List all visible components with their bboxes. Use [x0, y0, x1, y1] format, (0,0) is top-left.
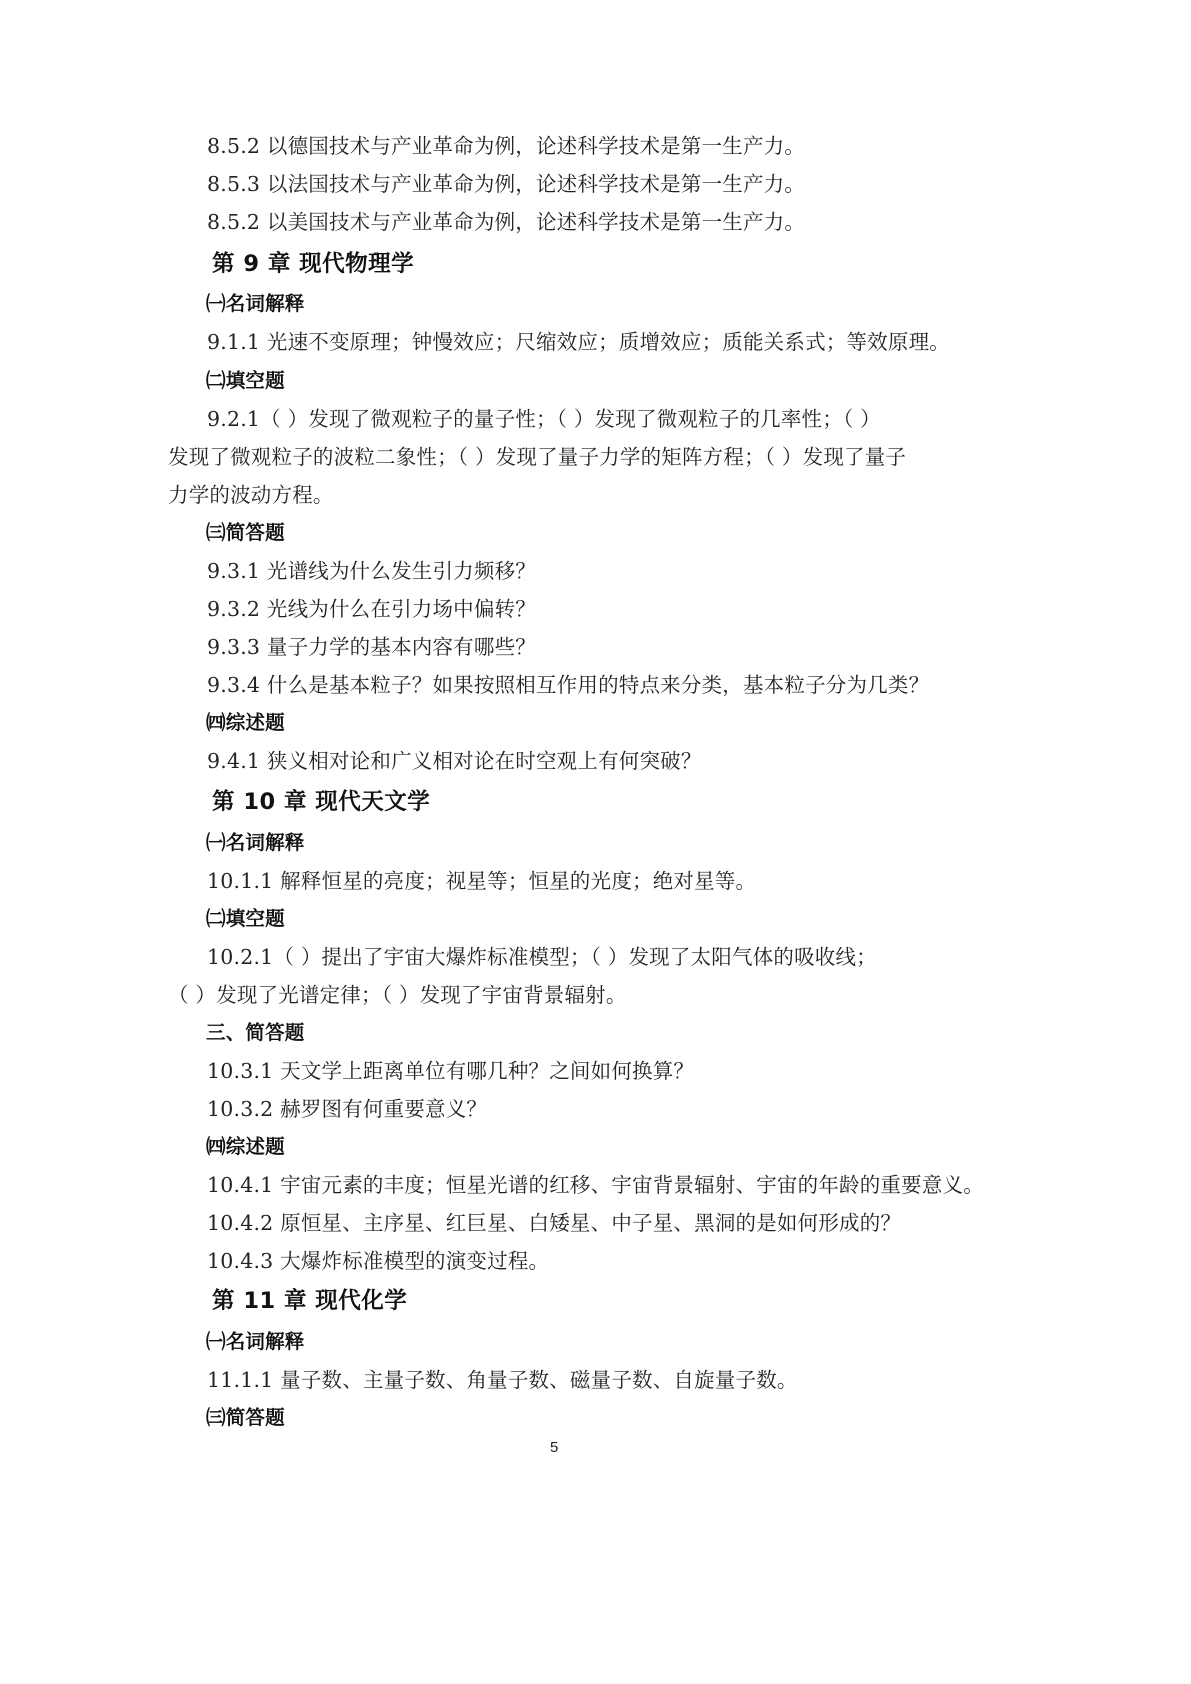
question-9-2-1-line-1: 9.2.1（ ）发现了微观粒子的量子性；（ ）发现了微观粒子的几率性；（ ）	[207, 407, 881, 431]
question-10-3-2: 10.3.2 赫罗图有何重要意义？	[207, 1097, 488, 1121]
section-9-2-heading: ㈡填空题	[206, 369, 285, 392]
question-9-2-1-line-3: 力学的波动方程。	[168, 483, 334, 507]
question-10-4-1: 10.4.1 宇宙元素的丰度；恒星光谱的红移、宇宙背景辐射、宇宙的年龄的重要意义。	[207, 1173, 984, 1197]
chapter-9-heading: 第 9 章 现代物理学	[212, 251, 415, 277]
question-10-2-1-line-2: （ ）发现了光谱定律；（ ）发现了宇宙背景辐射。	[168, 983, 627, 1007]
question-9-1-1: 9.1.1 光速不变原理；钟慢效应；尺缩效应；质增效应；质能关系式；等效原理。	[207, 330, 950, 354]
question-8-5-3-france: 8.5.3 以法国技术与产业革命为例，论述科学技术是第一生产力。	[207, 172, 806, 196]
section-9-1-heading: ㈠名词解释	[206, 292, 305, 315]
question-8-5-2-usa: 8.5.2 以美国技术与产业革命为例，论述科学技术是第一生产力。	[207, 210, 806, 234]
section-11-3-heading: ㈢简答题	[206, 1406, 285, 1429]
section-9-3-heading: ㈢简答题	[206, 521, 285, 544]
question-9-4-1: 9.4.1 狭义相对论和广义相对论在时空观上有何突破？	[207, 749, 702, 773]
question-10-4-3: 10.4.3 大爆炸标准模型的演变过程。	[207, 1249, 550, 1273]
question-11-1-1: 11.1.1 量子数、主量子数、角量子数、磁量子数、自旋量子数。	[207, 1368, 798, 1392]
question-10-2-1-line-1: 10.2.1（ ）提出了宇宙大爆炸标准模型；（ ）发现了太阳气体的吸收线；	[207, 945, 877, 969]
section-11-1-heading: ㈠名词解释	[206, 1330, 305, 1353]
section-10-4-heading: ㈣综述题	[206, 1135, 285, 1158]
section-10-2-heading: ㈡填空题	[206, 907, 285, 930]
question-9-3-4: 9.3.4 什么是基本粒子？如果按照相互作用的特点来分类，基本粒子分为几类？	[207, 673, 930, 697]
question-10-3-1: 10.3.1 天文学上距离单位有哪几种？之间如何换算？	[207, 1059, 695, 1083]
question-8-5-2-germany: 8.5.2 以德国技术与产业革命为例，论述科学技术是第一生产力。	[207, 134, 806, 158]
question-10-4-2: 10.4.2 原恒星、主序星、红巨星、白矮星、中子星、黑洞的是如何形成的？	[207, 1211, 902, 1235]
question-9-3-3: 9.3.3 量子力学的基本内容有哪些？	[207, 635, 536, 659]
question-10-1-1: 10.1.1 解释恒星的亮度；视星等；恒星的光度；绝对星等。	[207, 869, 757, 893]
section-10-1-heading: ㈠名词解释	[206, 831, 305, 854]
section-9-4-heading: ㈣综述题	[206, 711, 285, 734]
section-10-3-heading: 三、简答题	[206, 1021, 305, 1044]
question-9-3-1: 9.3.1 光谱线为什么发生引力频移？	[207, 559, 536, 583]
question-9-3-2: 9.3.2 光线为什么在引力场中偏转？	[207, 597, 536, 621]
chapter-10-heading: 第 10 章 现代天文学	[212, 789, 431, 815]
question-9-2-1-line-2: 发现了微观粒子的波粒二象性；（ ）发现了量子力学的矩阵方程；（ ）发现了量子	[168, 445, 907, 469]
page-number: 5	[550, 1439, 559, 1456]
chapter-11-heading: 第 11 章 现代化学	[212, 1288, 408, 1314]
